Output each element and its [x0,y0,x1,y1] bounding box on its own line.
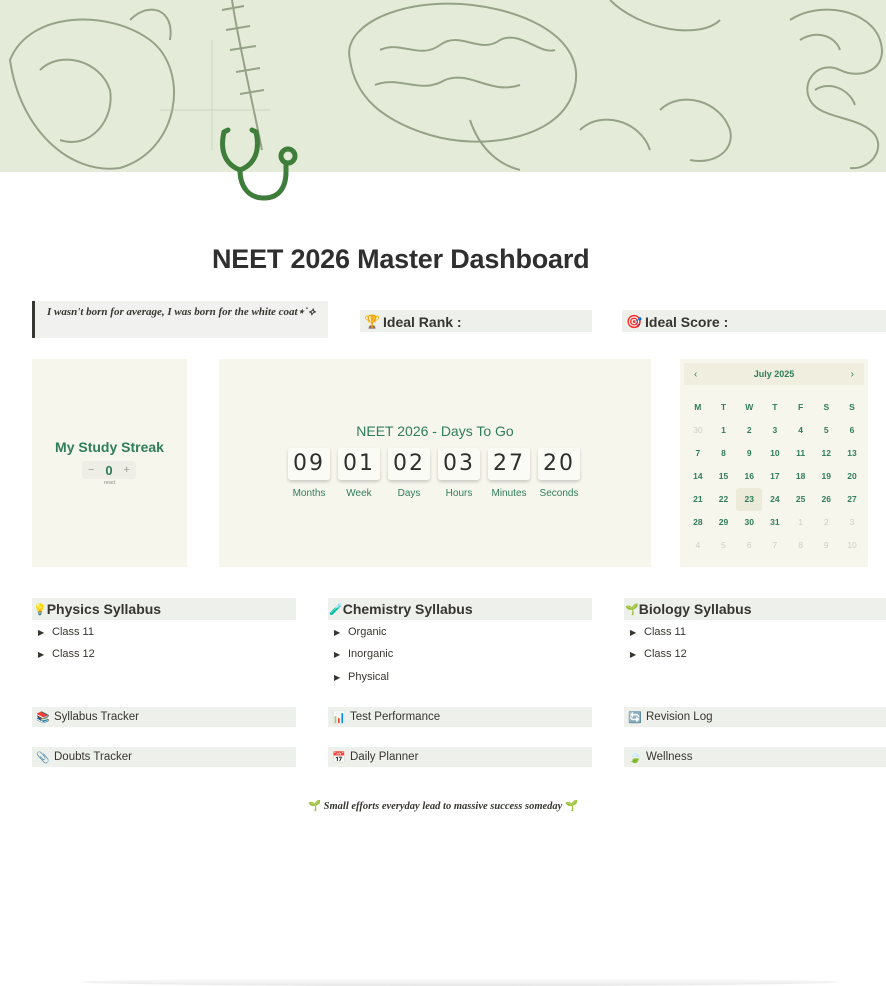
trophy-icon: 🏆 [364,314,381,329]
countdown-title: NEET 2026 - Days To Go [356,423,514,439]
calendar-day[interactable]: 5 [823,425,829,435]
countdown-value: 09 [288,448,330,480]
motivation-quote: I wasn't born for average, I was born for the white coat⋆˙⟡ [32,301,328,338]
calendar-grid [685,396,865,557]
link-label: Daily Planner [350,751,419,763]
calendar-next-button[interactable]: › [850,368,854,380]
countdown-widget [219,359,651,567]
calendar-day[interactable]: 27 [847,494,857,504]
calendar-day[interactable]: 19 [821,471,832,481]
countdown-unit [338,448,380,499]
calendar-day[interactable]: 20 [847,471,857,481]
page-title: NEET 2026 Master Dashboard [212,244,590,274]
calendar-day[interactable]: 10 [770,448,780,458]
calendar-day[interactable]: 25 [795,494,806,504]
ideal-score-callout[interactable] [622,310,886,332]
calendar-day[interactable]: 15 [718,471,729,481]
calendar-icon: 📅 [332,751,346,764]
toggle-triangle-icon[interactable]: ▶ [38,628,45,637]
streak-title: My Study Streak [55,439,164,455]
calendar-day[interactable]: 2 [746,425,752,435]
link-label: Doubts Tracker [54,751,132,763]
countdown-label: Hours [445,488,473,499]
books-icon: 📚 [36,711,50,724]
revision-log-link[interactable] [624,707,886,727]
toggle-triangle-icon[interactable]: ▶ [334,628,341,637]
calendar-day[interactable]: 23 [736,488,762,511]
toggle-label: Class 12 [644,648,687,660]
page-bottom-shadow [80,978,840,986]
calendar-weekday: W [745,402,754,412]
calendar-day[interactable]: 11 [796,448,806,458]
daily-planner-link[interactable] [328,747,592,767]
countdown-value: 01 [338,448,380,480]
test-performance-link[interactable] [328,707,592,727]
bar-chart-icon: 📊 [332,711,346,724]
toggle-triangle-icon[interactable]: ▶ [38,650,45,659]
refresh-icon: 🔄 [628,711,642,724]
calendar-day[interactable]: 4 [798,425,803,435]
calendar-day[interactable]: 3 [772,425,778,435]
streak-value: 0 [105,462,113,478]
countdown-label: Seconds [539,488,579,499]
target-icon: 🎯 [626,314,643,329]
calendar-day[interactable]: 16 [744,471,754,481]
toggle-item[interactable] [328,671,389,683]
calendar-widget [680,359,868,567]
toggle-item[interactable] [32,626,94,638]
countdown-unit [538,448,580,499]
chemistry-syllabus-title: Chemistry Syllabus [342,601,473,617]
ideal-rank-callout[interactable] [360,310,592,332]
toggle-item[interactable] [32,648,95,660]
seedling-icon: 🌱 [564,801,579,812]
countdown-unit [388,448,430,499]
anatomy-sketch-illustration [0,0,886,172]
countdown-unit [288,448,330,499]
countdown-row [288,448,580,499]
countdown-label: Week [346,488,372,499]
countdown-unit [438,448,480,499]
calendar-day[interactable]: 4 [695,540,701,550]
calendar-day[interactable]: 8 [721,448,726,458]
bulb-icon: 💡 [33,603,47,616]
toggle-label: Organic [348,626,387,638]
calendar-day[interactable]: 5 [721,540,726,550]
link-label: Revision Log [646,711,713,723]
calendar-day[interactable]: 24 [770,494,780,504]
countdown-unit [488,448,530,499]
link-label: Wellness [646,751,693,763]
study-streak-widget [32,359,187,567]
toggle-label: Class 11 [52,626,94,638]
streak-reset-button[interactable]: reset [103,480,116,486]
calendar-day[interactable]: 9 [746,448,752,458]
calendar-day[interactable]: 10 [847,540,857,550]
calendar-day[interactable]: 3 [849,517,855,527]
physics-syllabus-title: Physics Syllabus [46,601,162,617]
toggle-item[interactable] [328,648,393,660]
calendar-day[interactable]: 21 [693,494,703,504]
calendar-weekday: M [694,402,702,412]
calendar-weekday: T [772,402,778,412]
calendar-day[interactable]: 13 [847,448,857,458]
streak-increment-button[interactable]: + [123,464,130,476]
calendar-day[interactable]: 29 [718,517,729,527]
paperclip-icon: 📎 [36,751,50,764]
calendar-day[interactable]: 1 [798,517,803,527]
syllabus-tracker-link[interactable] [32,707,296,727]
toggle-label: Class 12 [52,648,95,660]
calendar-day[interactable]: 26 [821,494,832,504]
calendar-day[interactable]: 17 [770,471,780,481]
calendar-day[interactable]: 30 [693,425,703,435]
countdown-value: 20 [538,448,580,480]
wellness-link[interactable] [624,747,886,767]
calendar-month: July 2025 [753,369,795,379]
calendar-day[interactable]: 22 [718,494,729,504]
ideal-score-label: Ideal Score : [645,314,729,330]
calendar-day[interactable]: 18 [795,471,806,481]
countdown-label: Days [397,488,421,499]
toggle-triangle-icon[interactable]: ▶ [630,628,637,637]
calendar-day[interactable]: 28 [693,517,703,527]
ideal-rank-label: Ideal Rank : [383,314,462,330]
cover-image [0,0,886,172]
calendar-day[interactable]: 30 [744,517,754,527]
calendar-day[interactable]: 7 [695,448,701,458]
seedling-icon: 🌱 [625,603,639,616]
calendar-day[interactable]: 8 [798,540,803,550]
footer-text: Small efforts everyday lead to massive success someday [323,801,563,812]
leaf-icon: 🍃 [628,751,642,764]
toggle-label: Physical [348,671,389,683]
stethoscope-icon [218,124,304,204]
streak-decrement-button[interactable]: − [88,464,95,476]
countdown-label: Months [292,488,326,499]
footer-quote [0,799,886,812]
countdown-label: Minutes [491,488,527,499]
countdown-value: 02 [388,448,430,480]
link-label: Test Performance [350,711,441,723]
toggle-label: Class 11 [644,626,686,638]
doubts-tracker-link[interactable] [32,747,296,767]
calendar-weekday: F [797,402,804,412]
countdown-value: 27 [488,448,530,480]
toggle-label: Inorganic [348,648,394,660]
calendar-day[interactable]: 12 [821,448,832,458]
toggle-triangle-icon[interactable]: ▶ [630,650,637,659]
toggle-item[interactable] [624,626,686,638]
calendar-prev-button[interactable]: ‹ [694,368,698,380]
toggle-item[interactable] [624,648,687,660]
toggle-triangle-icon[interactable]: ▶ [334,650,341,659]
calendar-day[interactable]: 7 [772,540,778,550]
toggle-item[interactable] [328,626,387,638]
test-tube-icon: 🧪 [329,603,343,616]
toggle-triangle-icon[interactable]: ▶ [334,673,341,682]
countdown-value: 03 [438,448,480,480]
biology-syllabus-title: Biology Syllabus [638,601,752,617]
streak-counter [82,461,136,479]
chemistry-syllabus-heading [328,598,592,620]
physics-syllabus-heading [32,598,296,620]
calendar-day[interactable]: 2 [823,517,829,527]
calendar-day[interactable]: 6 [849,425,855,435]
calendar-header [684,363,864,385]
seedling-icon: 🌱 [307,801,322,812]
link-label: Syllabus Tracker [54,711,140,723]
biology-syllabus-heading [624,598,886,620]
calendar-day[interactable]: 6 [746,540,752,550]
calendar-day[interactable]: 14 [693,471,703,481]
calendar-weekday: S [849,402,855,412]
calendar-day[interactable]: 1 [721,425,726,435]
calendar-weekday: S [823,402,830,412]
calendar-day[interactable]: 31 [770,517,780,527]
calendar-day[interactable]: 9 [823,540,829,550]
calendar-weekday: T [720,402,727,412]
